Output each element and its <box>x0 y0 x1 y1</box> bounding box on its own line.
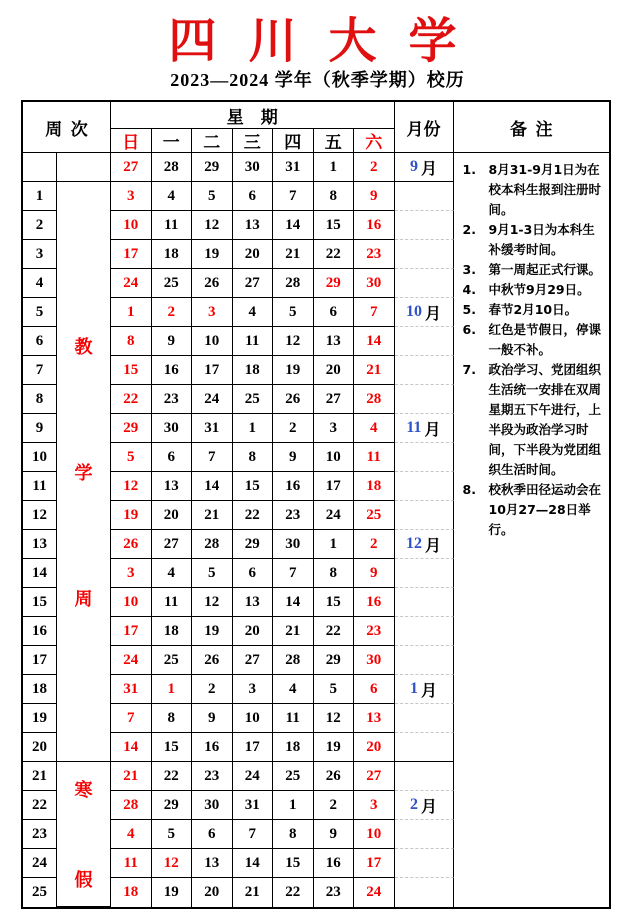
day-cell: 19 <box>152 878 193 907</box>
month-unit: 月 <box>424 537 441 555</box>
month-cell <box>395 820 454 849</box>
day-cell: 17 <box>192 356 233 385</box>
day-cell: 24 <box>354 878 395 907</box>
week-column-header: 周 次 <box>23 102 111 153</box>
remark-item <box>460 160 605 220</box>
day-cell: 19 <box>314 733 355 762</box>
day-cell: 17 <box>111 240 152 269</box>
remark-number: 1. <box>462 162 476 177</box>
remark-item <box>460 320 605 360</box>
week-number-cell: 2 <box>23 211 57 240</box>
day-cell: 4 <box>152 182 193 211</box>
month-cell <box>395 501 454 530</box>
day-cell: 24 <box>111 269 152 298</box>
university-logo: 四 川 大 学 <box>168 15 467 68</box>
day-cell: 7 <box>273 559 314 588</box>
day-cell: 3 <box>111 559 152 588</box>
day-name-1: 一 <box>152 129 193 153</box>
day-cell: 13 <box>233 211 274 240</box>
week-number-cell: 13 <box>23 530 57 559</box>
day-name-6: 六 <box>354 129 395 153</box>
day-cell: 26 <box>192 646 233 675</box>
day-cell: 21 <box>354 356 395 385</box>
day-cell: 21 <box>111 762 152 791</box>
day-cell: 30 <box>233 153 274 182</box>
category-empty-cell <box>57 153 111 182</box>
day-cell: 11 <box>233 327 274 356</box>
day-cell: 31 <box>192 414 233 443</box>
day-cell: 18 <box>152 240 193 269</box>
day-cell: 18 <box>273 733 314 762</box>
day-cell: 12 <box>192 588 233 617</box>
category-char: 周 <box>74 588 93 609</box>
day-cell: 26 <box>111 530 152 559</box>
remark-item <box>460 480 605 540</box>
day-cell: 15 <box>233 472 274 501</box>
day-cell: 27 <box>233 646 274 675</box>
day-cell: 20 <box>152 501 193 530</box>
weekday-group-header: 星 期 <box>111 102 395 129</box>
remark-number: 3. <box>462 262 476 277</box>
month-number: 1 <box>409 680 418 697</box>
day-cell: 22 <box>314 240 355 269</box>
day-cell: 16 <box>152 356 193 385</box>
week-number-cell: 8 <box>23 385 57 414</box>
day-cell: 29 <box>314 269 355 298</box>
day-cell: 10 <box>111 588 152 617</box>
day-cell: 10 <box>233 704 274 733</box>
day-cell: 1 <box>111 298 152 327</box>
month-cell <box>395 675 454 704</box>
week-number-cell: 6 <box>23 327 57 356</box>
day-cell: 15 <box>152 733 193 762</box>
week-number-cell: 19 <box>23 704 57 733</box>
remark-number: 6. <box>462 322 476 337</box>
day-cell: 9 <box>354 182 395 211</box>
day-cell: 13 <box>233 588 274 617</box>
day-cell: 28 <box>273 646 314 675</box>
day-cell: 3 <box>192 298 233 327</box>
day-cell: 9 <box>152 327 193 356</box>
month-unit: 月 <box>420 160 437 178</box>
week-number-cell: 3 <box>23 240 57 269</box>
month-cell <box>395 704 454 733</box>
week-number-cell: 10 <box>23 443 57 472</box>
month-cell <box>395 849 454 878</box>
remark-number: 4. <box>462 282 476 297</box>
week-number-cell: 12 <box>23 501 57 530</box>
day-cell: 17 <box>111 617 152 646</box>
day-cell: 18 <box>233 356 274 385</box>
day-cell: 14 <box>273 588 314 617</box>
day-cell: 15 <box>314 211 355 240</box>
day-cell: 10 <box>192 327 233 356</box>
day-cell: 18 <box>152 617 193 646</box>
day-cell: 1 <box>273 791 314 820</box>
month-cell <box>395 211 454 240</box>
day-cell: 20 <box>233 240 274 269</box>
day-cell: 25 <box>152 269 193 298</box>
day-cell: 2 <box>314 791 355 820</box>
month-cell <box>395 530 454 559</box>
day-cell: 27 <box>111 153 152 182</box>
week-number-cell: 14 <box>23 559 57 588</box>
day-cell: 8 <box>233 443 274 472</box>
day-cell: 23 <box>192 762 233 791</box>
day-cell: 23 <box>314 878 355 907</box>
month-cell <box>395 559 454 588</box>
remark-item <box>460 280 605 300</box>
day-cell: 30 <box>152 414 193 443</box>
day-cell: 5 <box>192 559 233 588</box>
month-cell <box>395 646 454 675</box>
day-cell: 23 <box>354 240 395 269</box>
day-cell: 3 <box>354 791 395 820</box>
month-cell <box>395 878 454 907</box>
day-cell: 1 <box>152 675 193 704</box>
day-cell: 16 <box>273 472 314 501</box>
day-cell: 8 <box>314 182 355 211</box>
remark-text: 9月1-3日为本科生补缓考时间。 <box>488 222 595 257</box>
calendar-table <box>21 100 611 909</box>
category-char: 假 <box>74 870 93 890</box>
month-cell <box>395 588 454 617</box>
day-cell: 9 <box>354 559 395 588</box>
day-cell: 15 <box>314 588 355 617</box>
week-number-cell: 11 <box>23 472 57 501</box>
week-number-cell: 5 <box>23 298 57 327</box>
day-cell: 14 <box>273 211 314 240</box>
day-cell: 23 <box>273 501 314 530</box>
remark-text: 校秋季田径运动会在10月27—28日举行。 <box>488 482 602 537</box>
day-cell: 29 <box>192 153 233 182</box>
day-cell: 2 <box>192 675 233 704</box>
month-number: 9 <box>409 158 418 175</box>
day-cell: 4 <box>152 559 193 588</box>
month-cell <box>395 617 454 646</box>
day-cell: 7 <box>233 820 274 849</box>
month-cell <box>395 240 454 269</box>
remark-text: 中秋节9月29日。 <box>488 282 590 297</box>
day-cell: 11 <box>152 211 193 240</box>
month-cell <box>395 472 454 501</box>
day-cell: 2 <box>354 153 395 182</box>
day-cell: 7 <box>111 704 152 733</box>
day-cell: 26 <box>192 269 233 298</box>
day-cell: 17 <box>314 472 355 501</box>
day-cell: 1 <box>314 530 355 559</box>
day-cell: 11 <box>354 443 395 472</box>
month-number: 2 <box>409 796 418 813</box>
week-number-cell: 24 <box>23 849 57 878</box>
month-cell <box>395 269 454 298</box>
day-cell: 16 <box>314 849 355 878</box>
month-cell <box>395 791 454 820</box>
day-cell: 19 <box>273 356 314 385</box>
day-cell: 28 <box>111 791 152 820</box>
day-cell: 22 <box>314 617 355 646</box>
remark-number: 7. <box>462 362 476 377</box>
day-cell: 24 <box>111 646 152 675</box>
week-number-cell: 25 <box>23 878 57 907</box>
week-number-cell: 17 <box>23 646 57 675</box>
day-cell: 20 <box>192 878 233 907</box>
week-number-cell: 1 <box>23 182 57 211</box>
day-cell: 10 <box>354 820 395 849</box>
remark-item <box>460 300 605 320</box>
day-cell: 29 <box>111 414 152 443</box>
week-number-cell: 21 <box>23 762 57 791</box>
remark-number: 5. <box>462 302 476 317</box>
remark-item <box>460 220 605 260</box>
day-cell: 2 <box>354 530 395 559</box>
day-cell: 12 <box>111 472 152 501</box>
month-column-header: 月份 <box>395 102 454 153</box>
day-cell: 6 <box>354 675 395 704</box>
week-number-cell: 22 <box>23 791 57 820</box>
day-cell: 10 <box>314 443 355 472</box>
day-cell: 21 <box>192 501 233 530</box>
day-cell: 20 <box>233 617 274 646</box>
day-cell: 19 <box>111 501 152 530</box>
page-title: 2023—2024 学年（秋季学期）校历 <box>170 70 465 90</box>
month-cell <box>395 327 454 356</box>
day-cell: 31 <box>273 153 314 182</box>
day-cell: 30 <box>192 791 233 820</box>
day-cell: 23 <box>354 617 395 646</box>
day-cell: 31 <box>233 791 274 820</box>
day-cell: 30 <box>273 530 314 559</box>
day-cell: 21 <box>273 617 314 646</box>
day-cell: 30 <box>354 646 395 675</box>
day-cell: 26 <box>314 762 355 791</box>
remarks-column-header: 备 注 <box>454 102 610 153</box>
day-cell: 22 <box>152 762 193 791</box>
day-cell: 28 <box>273 269 314 298</box>
day-cell: 6 <box>192 820 233 849</box>
day-cell: 25 <box>233 385 274 414</box>
day-cell: 9 <box>314 820 355 849</box>
day-cell: 16 <box>354 211 395 240</box>
day-cell: 3 <box>314 414 355 443</box>
month-cell <box>395 443 454 472</box>
remark-text: 第一周起正式行课。 <box>488 262 602 277</box>
day-cell: 13 <box>314 327 355 356</box>
week-number-cell: 23 <box>23 820 57 849</box>
remark-text: 春节2月10日。 <box>488 302 578 317</box>
day-cell: 16 <box>192 733 233 762</box>
day-cell: 25 <box>152 646 193 675</box>
day-cell: 17 <box>233 733 274 762</box>
day-cell: 24 <box>192 385 233 414</box>
day-cell: 13 <box>152 472 193 501</box>
day-cell: 29 <box>314 646 355 675</box>
day-cell: 16 <box>354 588 395 617</box>
day-cell: 27 <box>233 269 274 298</box>
day-cell: 19 <box>192 617 233 646</box>
day-cell: 12 <box>273 327 314 356</box>
day-cell: 14 <box>111 733 152 762</box>
week-number-cell: 4 <box>23 269 57 298</box>
day-cell: 27 <box>152 530 193 559</box>
day-cell: 22 <box>273 878 314 907</box>
day-cell: 6 <box>233 559 274 588</box>
day-cell: 27 <box>354 762 395 791</box>
day-cell: 23 <box>152 385 193 414</box>
month-cell <box>395 414 454 443</box>
day-cell: 28 <box>192 530 233 559</box>
day-cell: 20 <box>314 356 355 385</box>
day-cell: 10 <box>111 211 152 240</box>
day-cell: 5 <box>314 675 355 704</box>
remark-number: 2. <box>462 222 476 237</box>
month-cell <box>395 182 454 211</box>
day-cell: 25 <box>273 762 314 791</box>
day-name-0: 日 <box>111 129 152 153</box>
month-cell <box>395 356 454 385</box>
day-cell: 8 <box>111 327 152 356</box>
day-cell: 9 <box>192 704 233 733</box>
remarks-cell <box>454 153 610 907</box>
day-cell: 14 <box>354 327 395 356</box>
day-cell: 21 <box>273 240 314 269</box>
day-cell: 9 <box>273 443 314 472</box>
day-cell: 24 <box>314 501 355 530</box>
day-name-3: 三 <box>233 129 274 153</box>
day-cell: 18 <box>354 472 395 501</box>
day-cell: 2 <box>152 298 193 327</box>
day-cell: 4 <box>273 675 314 704</box>
day-cell: 28 <box>354 385 395 414</box>
category-block <box>57 762 111 907</box>
week-number-cell: 9 <box>23 414 57 443</box>
day-cell: 7 <box>354 298 395 327</box>
day-cell: 12 <box>192 211 233 240</box>
category-char: 教 <box>74 336 93 357</box>
day-cell: 29 <box>233 530 274 559</box>
month-unit: 月 <box>420 682 437 700</box>
day-cell: 3 <box>233 675 274 704</box>
day-cell: 2 <box>273 414 314 443</box>
day-cell: 6 <box>314 298 355 327</box>
month-cell <box>395 733 454 762</box>
day-cell: 8 <box>152 704 193 733</box>
day-cell: 4 <box>233 298 274 327</box>
month-cell <box>395 153 454 182</box>
day-cell: 14 <box>233 849 274 878</box>
day-cell: 5 <box>111 443 152 472</box>
month-cell <box>395 298 454 327</box>
day-cell: 27 <box>314 385 355 414</box>
day-cell: 13 <box>354 704 395 733</box>
month-number: 10 <box>405 303 422 320</box>
remark-item <box>460 360 605 480</box>
remark-item <box>460 260 605 280</box>
day-cell: 18 <box>111 878 152 907</box>
category-char: 寒 <box>74 780 93 800</box>
day-cell: 6 <box>233 182 274 211</box>
day-cell: 22 <box>233 501 274 530</box>
remark-number: 8. <box>462 482 476 497</box>
day-cell: 11 <box>273 704 314 733</box>
day-cell: 5 <box>152 820 193 849</box>
day-cell: 5 <box>273 298 314 327</box>
month-unit: 月 <box>424 421 441 439</box>
day-cell: 1 <box>314 153 355 182</box>
category-char: 学 <box>74 462 93 483</box>
day-cell: 13 <box>192 849 233 878</box>
day-cell: 20 <box>354 733 395 762</box>
month-unit: 月 <box>420 798 437 816</box>
day-cell: 29 <box>152 791 193 820</box>
remark-text: 红色是节假日，停课一般不补。 <box>488 322 602 357</box>
day-cell: 3 <box>111 182 152 211</box>
week-number-cell: 18 <box>23 675 57 704</box>
month-cell <box>395 385 454 414</box>
day-cell: 8 <box>314 559 355 588</box>
day-cell: 11 <box>111 849 152 878</box>
week-number-cell: 16 <box>23 617 57 646</box>
day-cell: 1 <box>233 414 274 443</box>
day-cell: 11 <box>152 588 193 617</box>
day-cell: 7 <box>273 182 314 211</box>
category-block <box>57 182 111 762</box>
day-cell: 14 <box>192 472 233 501</box>
week-number-cell: 15 <box>23 588 57 617</box>
week-number-cell <box>23 153 57 182</box>
day-cell: 8 <box>273 820 314 849</box>
day-cell: 21 <box>233 878 274 907</box>
day-cell: 4 <box>111 820 152 849</box>
day-cell: 19 <box>192 240 233 269</box>
day-cell: 5 <box>192 182 233 211</box>
week-number-cell: 7 <box>23 356 57 385</box>
day-cell: 26 <box>273 385 314 414</box>
day-name-5: 五 <box>314 129 355 153</box>
day-cell: 6 <box>152 443 193 472</box>
day-cell: 4 <box>354 414 395 443</box>
week-number-cell: 20 <box>23 733 57 762</box>
day-cell: 17 <box>354 849 395 878</box>
day-cell: 15 <box>273 849 314 878</box>
day-cell: 15 <box>111 356 152 385</box>
day-cell: 24 <box>233 762 274 791</box>
remark-text: 8月31-9月1日为在校本科生报到注册时间。 <box>488 162 602 217</box>
remark-text: 政治学习、党团组织生活统一安排在双周星期五下午进行，上半段为政治学习时间，下半段为党团组织生活时间。 <box>488 362 602 477</box>
month-cell <box>395 762 454 791</box>
day-name-2: 二 <box>192 129 233 153</box>
month-number: 12 <box>405 535 422 552</box>
day-cell: 12 <box>152 849 193 878</box>
day-cell: 22 <box>111 385 152 414</box>
month-unit: 月 <box>424 305 441 323</box>
day-cell: 25 <box>354 501 395 530</box>
day-cell: 7 <box>192 443 233 472</box>
day-name-4: 四 <box>273 129 314 153</box>
day-cell: 12 <box>314 704 355 733</box>
day-cell: 30 <box>354 269 395 298</box>
day-cell: 31 <box>111 675 152 704</box>
day-cell: 28 <box>152 153 193 182</box>
month-number: 11 <box>406 419 422 436</box>
